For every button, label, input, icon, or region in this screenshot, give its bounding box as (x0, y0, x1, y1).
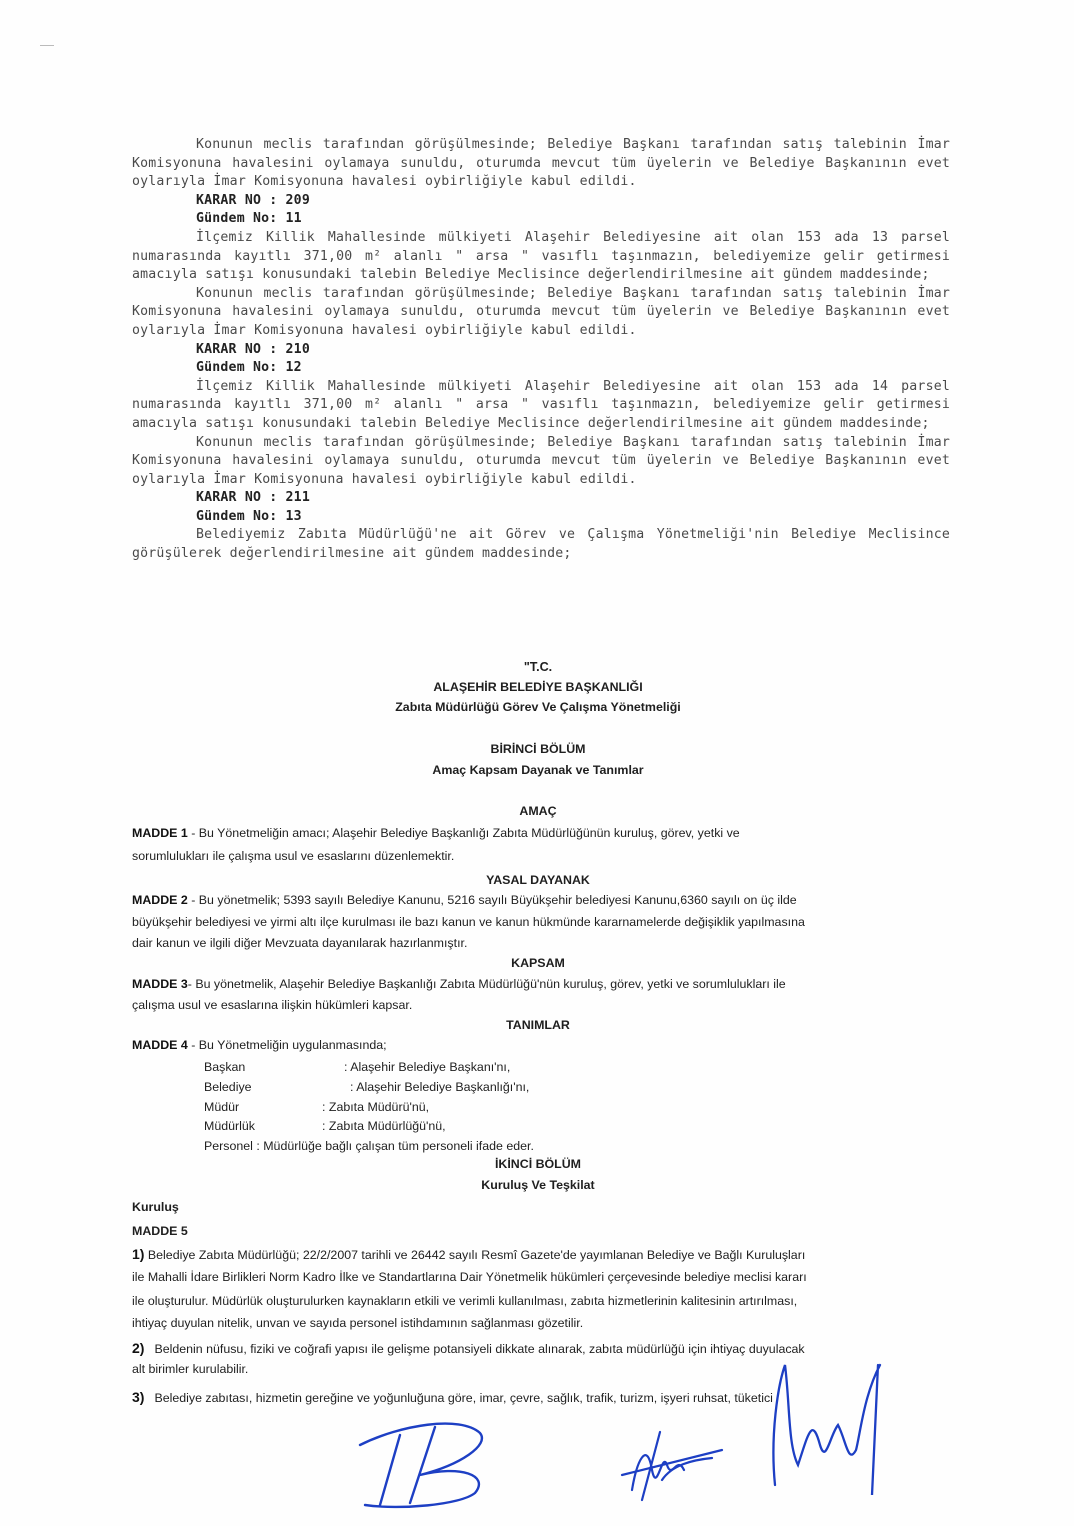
agenda-number: Gündem No: 12 (196, 360, 302, 376)
regulation-title: Zabıta Müdürlüğü Görev Ve Çalışma Yönetmeliği (395, 700, 681, 714)
agenda-number: Gündem No: 13 (196, 508, 302, 524)
definition-term: Belediye (204, 1080, 252, 1094)
article-line: 1) Belediye Zabıta Müdürlüğü; 22/2/2007 tarihli ve 26442 sayılı Resmî Gazete'de yayımlanan Belediye ve Bağlı Kuruluşları (132, 1246, 806, 1262)
section-heading: BİRİNCİ BÖLÜM (490, 742, 586, 756)
article-line: MADDE 1 - Bu Yönetmeliğin amacı; Alaşehir Belediye Başkanlığı Zabıta Müdürlüğünün kuruluş, görev, yetki ve (132, 826, 740, 840)
article-label: MADDE 5 (132, 1224, 188, 1238)
article-label: MADDE 1 (132, 826, 188, 840)
definition-text: : Alaşehir Belediye Başkanı'nı, (344, 1060, 511, 1074)
article-heading: KAPSAM (511, 956, 565, 970)
minutes-paragraph: Belediyemiz Zabıta Müdürlüğü'ne ait Görev ve Çalışma Yönetmeliği'nin Belediye Meclisince görüşülerek değerlendirilmesine ait gündem maddesinde; (132, 527, 950, 562)
minutes-paragraph: Konunun meclis tarafından görüşülmesinde; Belediye Başkanı tarafından satış talebinin İmar Komisyonuna havalesini oylamaya sunuldu, oturumda mevcut tüm üyelerin ve Belediye Başkanının evet oylarıyla İmar Komisyonuna havalesi oybirliğiyle kabul edildi. (132, 285, 950, 338)
decision-number: KARAR NO : 210 (196, 341, 310, 357)
definition-text: : Alaşehir Belediye Başkanlığı'nı, (350, 1080, 530, 1094)
section-subtitle: Kuruluş Ve Teşkilat (481, 1178, 595, 1192)
article-label: MADDE 4 (132, 1038, 188, 1052)
article-line: MADDE 4 - Bu Yönetmeliğin uygulanmasında; (132, 1038, 387, 1052)
article-label: MADDE 3 (132, 977, 188, 991)
minutes-paragraph: İlçemiz Killik Mahallesinde mülkiyeti Alaşehir Belediyesine ait olan 153 ada 13 parsel numarasında kayıtlı 371,00 m² alanlı " arsa " vasıflı taşınmazın, belediyemize gelir getirmesi amacıyla satışı konusundaki talebin Belediye Meclisince değerlendirilmesine ait gündem maddesinde; (132, 229, 950, 283)
article-line: sorumlulukları ile çalışma usul ve esaslarını düzenlemektir. (132, 849, 455, 863)
article-line: büyükşehir belediyesi ve yirmi altı ilçe kurulması ile bazı kanun ve kanun hükmünde kararnamelerde değişiklik yapılmasına (132, 915, 805, 929)
article-heading: TANIMLAR (506, 1018, 570, 1032)
minutes-paragraph: Konunun meclis tarafından görüşülmesinde; Belediye Başkanı tarafından satış talebinin İmar Komisyonuna havalesini oylamaya sunuldu, oturumda mevcut tüm üyelerin ve Belediye Başkanının evet oylarıyla İmar Komisyonuna havalesi oybirliğiyle kabul edildi. (132, 434, 950, 487)
signature-1 (340, 1405, 500, 1515)
section-heading: İKİNCİ BÖLÜM (494, 1157, 582, 1171)
organization-title: ALAŞEHİR BELEDİYE BAŞKANLIĞI (433, 680, 643, 694)
scan-mark (40, 45, 54, 46)
definition-text: Personel : Müdürlüğe bağlı çalışan tüm personeli ifade eder. (204, 1139, 534, 1153)
definition-text: : Zabıta Müdürlüğü'nü, (322, 1119, 446, 1133)
decision-number: KARAR NO : 209 (196, 192, 310, 208)
article-line: ile Mahalli İdare Birlikleri Norm Kadro İlke ve Standartlarına Dair Yönetmelik hükümleri çerçevesinde belediye meclisi kararı (132, 1270, 807, 1284)
minutes-paragraph: Konunun meclis tarafından görüşülmesinde; Belediye Başkanı tarafından satış talebinin İmar Komisyonuna havalesini oylamaya sunuldu, oturumda mevcut tüm üyelerin ve Belediye Başkanının evet oylarıyla İmar Komisyonuna havalesi oybirliğiyle kabul edildi. (132, 137, 950, 190)
signature-3 (760, 1355, 900, 1495)
definition-text: : Zabıta Müdürü'nü, (322, 1100, 430, 1114)
article-line: ihtiyaç duyulan nitelik, unvan ve sayıda personel istihdamının sağlanması gözetilir. (132, 1316, 584, 1330)
article-line: dair kanun ve ilgili diğer Mevzuata dayanılarak hazırlanmıştır. (132, 936, 468, 950)
section-subtitle: Amaç Kapsam Dayanak ve Tanımlar (432, 763, 644, 777)
article-line: alt birimler kurulabilir. (132, 1362, 249, 1376)
article-line: ile oluşturulur. Müdürlük oluşturulurken kaynakların etkili ve verimli kullanılması, zabıta hizmetlerinin kalitesinin artırılması, (132, 1294, 798, 1308)
article-line: çalışma usul ve esaslarına ilişkin hükümleri kapsar. (132, 998, 413, 1012)
decision-number: KARAR NO : 211 (196, 490, 310, 506)
tc-header: "T.C. (523, 660, 553, 674)
article-line: MADDE 3- Bu yönetmelik, Alaşehir Belediye Başkanlığı Zabıta Müdürlüğü'nün kuruluş, görev, yetki ve sorumlulukları ile (132, 977, 786, 991)
definition-term: Müdürlük (204, 1119, 255, 1133)
subsection-heading: Kuruluş (132, 1200, 179, 1214)
minutes-paragraph: İlçemiz Killik Mahallesinde mülkiyeti Alaşehir Belediyesine ait olan 153 ada 14 parsel numarasında kayıtlı 371,00 m² alanlı " arsa " vasıflı taşınmazın, belediyemize gelir getirmesi amacıyla satışı konusundaki talebin Belediye Meclisince değerlendirilmesine ait gündem maddesinde; (132, 378, 950, 431)
definition-term: Başkan (204, 1060, 246, 1074)
article-heading: YASAL DAYANAK (486, 873, 590, 887)
definition-term: Müdür (204, 1100, 240, 1114)
agenda-number: Gündem No: 11 (196, 211, 302, 227)
signature-2 (612, 1420, 732, 1510)
article-line: MADDE 2 - Bu yönetmelik; 5393 sayılı Belediye Kanunu, 5216 sayılı Büyükşehir belediyesi Kanunu,6360 sayılı on üç ilde (132, 893, 797, 907)
article-label: MADDE 2 (132, 893, 188, 907)
article-line: 2) Beldenin nüfusu, fiziki ve coğrafi yapısı ile gelişme potansiyeli dikkate alınarak, zabıta müdürlüğü için ihtiyaç duyulacak (132, 1340, 805, 1356)
article-heading: AMAÇ (519, 804, 557, 818)
article-line: 3) Belediye zabıtası, hizmetin gereğine ve yoğunluğuna göre, imar, çevre, sağlık, trafik, turizm, işyeri ruhsat, tüketici (132, 1389, 773, 1405)
regulation (132, 0, 944, 1526)
